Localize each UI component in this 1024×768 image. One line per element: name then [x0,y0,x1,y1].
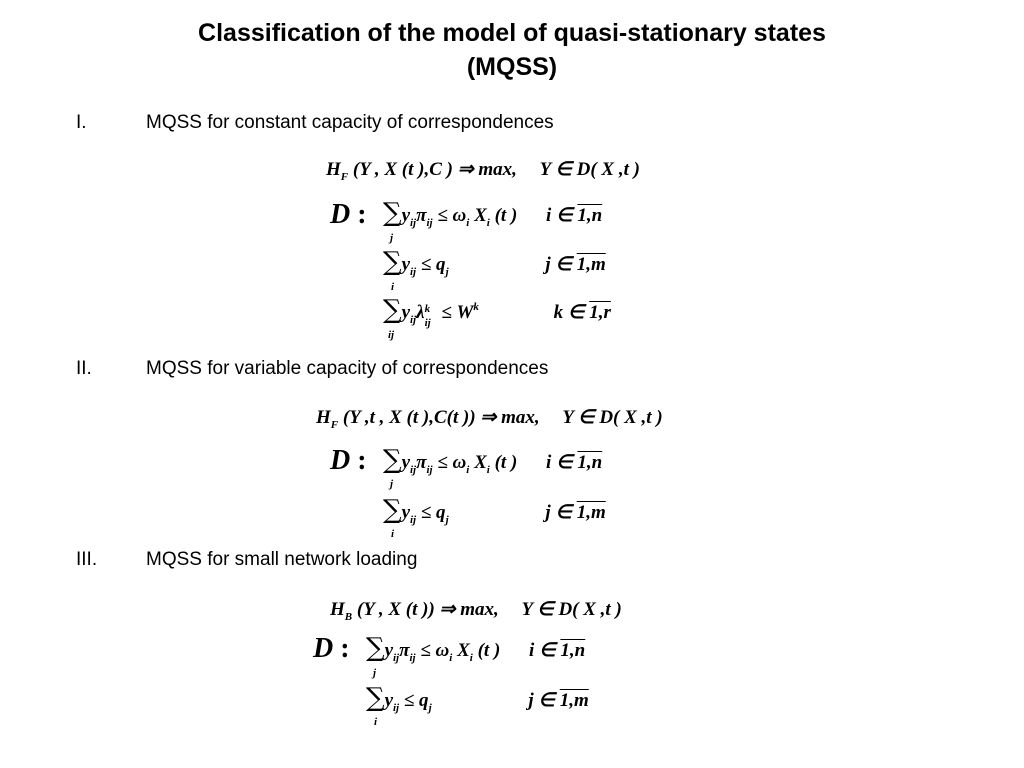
section-1-heading [76,112,554,134]
s1-constraint-2 [383,247,606,278]
s3-constraint-1 [366,633,586,664]
title-line-1: Classification of the model of quasi-stationary states [198,19,826,47]
s1-c1-y: y [401,205,410,226]
s1-c2-q-sub: j [445,266,449,278]
s1-c2-sum: ∑ [383,247,402,277]
s2-constraint-1 [383,445,603,476]
s3-obj-args: (Y , X (t )) ⇒ max, [356,599,499,620]
s2-c1-sum: ∑ [383,445,402,475]
s1-d-label [330,199,367,231]
s1-c2-range-var: j ∈ [545,254,577,275]
s1-c3-y: y [401,302,410,323]
s2-c1-range-var: i ∈ [546,452,578,473]
s2-objective [316,408,663,430]
s3-d-label [313,633,350,665]
s2-c1-om-sub: i [466,464,470,476]
s2-constraint-2 [383,495,606,526]
s2-obj-h-sub: F [330,419,339,431]
s1-c3-lambda-sup: k [424,303,431,315]
s1-c1-y-sub: ij [410,217,417,229]
s3-c1-range: 1,n [560,640,586,661]
section-2-label: MQSS for variable capacity of correspondences [146,358,549,379]
s1-obj-args: (Y , X (t ),C ) ⇒ max, [352,159,517,180]
section-1-number: I. [76,112,87,133]
section-3-label: MQSS for small network loading [146,549,418,570]
s1-c1-range: 1,n [577,205,603,226]
s3-c2-y: y [384,690,393,711]
title-line-2: (MQSS) [466,53,558,81]
s1-c2-rel: ≤ q [416,254,446,275]
section-3-number: III. [76,549,98,570]
s3-d-letter: D [313,633,334,664]
s3-c1-pi: π [399,640,410,661]
s2-d-label [330,445,367,477]
s3-constraint-2 [366,683,589,714]
s2-c1-pi: π [416,452,427,473]
s1-c3-y-sub: ij [410,314,417,326]
s1-obj-domain: Y ∈ D( X ,t ) [539,159,640,180]
s3-c1-om-sub: i [449,652,453,664]
s1-c1-sum: ∑ [383,198,402,228]
s2-c1-t: (t ) [489,452,518,473]
s2-c2-y: y [401,502,410,523]
s3-c2-y-sub: ij [393,702,400,714]
s1-c1-om-sub: i [466,217,470,229]
s3-c1-y-sub: ij [393,652,400,664]
s3-d-colon: : [340,633,350,664]
s2-obj-args: (Y ,t , X (t ),C(t )) ⇒ max, [342,407,540,428]
s3-c1-sum-index: j [373,667,377,679]
s1-c3-sum: ∑ [383,295,402,325]
s1-c2-range: 1,m [576,254,606,275]
s3-c2-rel: ≤ q [399,690,429,711]
s3-objective [330,600,622,622]
s1-c1-t: (t ) [489,205,518,226]
s3-c1-rel: ≤ ω [415,640,450,661]
s2-c1-range: 1,n [577,452,603,473]
s2-c2-range-var: j ∈ [545,502,577,523]
section-2-heading [76,358,548,380]
s3-obj-h-sub: B [344,611,353,623]
s2-c1-y: y [401,452,410,473]
s1-c1-rel: ≤ ω [432,205,467,226]
s2-c2-range: 1,m [576,502,606,523]
s3-c2-range: 1,m [559,690,589,711]
s2-c2-rel: ≤ q [416,502,446,523]
s1-c3-w-sup: k [473,301,479,313]
section-1-label: MQSS for constant capacity of correspondences [146,112,554,133]
s3-c1-x: X [452,640,470,661]
s2-c1-pi-sub: ij [426,464,433,476]
s2-obj-h: H [316,407,331,428]
s3-c1-sum: ∑ [366,633,385,663]
s3-c1-pi-sub: ij [409,652,416,664]
s1-c1-sum-index: j [390,232,394,244]
s1-c3-range-var: k ∈ [553,302,590,323]
s1-constraint-3 [383,295,611,329]
s1-c3-lambda-sub: ij [424,317,431,329]
s3-obj-h: H [330,599,345,620]
s3-c1-range-var: i ∈ [529,640,561,661]
s2-obj-domain: Y ∈ D( X ,t ) [562,407,663,428]
s1-constraint-1 [383,198,603,229]
s2-c2-y-sub: ij [410,514,417,526]
s1-c3-range: 1,r [589,302,611,323]
s1-c1-x-sub: i [486,217,490,229]
s1-c3-rel: ≤ W [436,302,474,323]
section-2-number: II. [76,358,92,379]
s1-c1-pi: π [416,205,427,226]
section-3-heading [76,549,417,571]
s1-d-colon: : [357,199,367,230]
s3-c2-q-sub: j [428,702,432,714]
s3-c1-t: (t ) [472,640,501,661]
s3-c2-range-var: j ∈ [528,690,560,711]
s1-c2-y: y [401,254,410,275]
s1-c1-pi-sub: ij [426,217,433,229]
s2-c2-sum: ∑ [383,495,402,525]
s2-d-letter: D [330,445,351,476]
s2-c1-rel: ≤ ω [432,452,467,473]
s2-c1-sum-index: j [390,478,394,490]
s2-c1-x: X [469,452,487,473]
s2-c2-q-sub: j [445,514,449,526]
s1-obj-h: H [326,159,341,180]
s3-c2-sum: ∑ [366,683,385,713]
s2-d-colon: : [357,445,367,476]
s1-c3-lambda: λ [416,302,425,323]
s2-c1-x-sub: i [486,464,490,476]
s1-c1-x: X [469,205,487,226]
s1-objective [326,160,640,182]
s1-c3-sum-index: ij [388,329,395,341]
s3-c2-sum-index: i [374,716,378,728]
slide-title [0,16,1024,84]
s1-c2-sum-index: i [391,281,395,293]
s1-c2-y-sub: ij [410,266,417,278]
s2-c1-y-sub: ij [410,464,417,476]
s2-c2-sum-index: i [391,528,395,540]
s1-d-letter: D [330,199,351,230]
s3-c1-x-sub: i [469,652,473,664]
s3-c1-y: y [384,640,393,661]
s3-obj-domain: Y ∈ D( X ,t ) [521,599,622,620]
s1-obj-h-sub: F [340,171,349,183]
s1-c1-range-var: i ∈ [546,205,578,226]
